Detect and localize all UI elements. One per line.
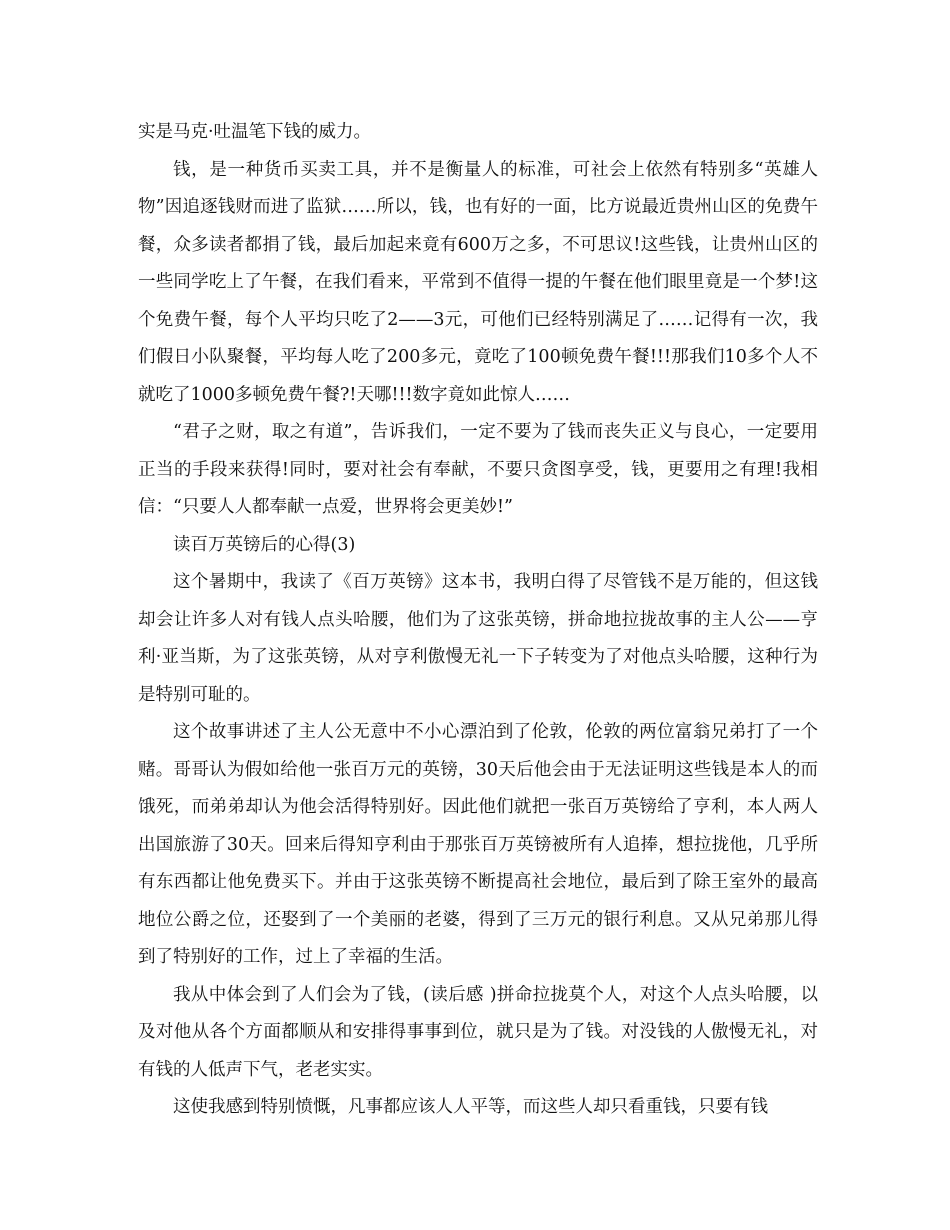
- section-heading: 读百万英镑后的心得(3): [173, 534, 356, 555]
- paragraph-summer-reading: 这个暑期中，我读了《百万英镑》这本书，我明白得了尽管钱不是万能的，但这钱却会让许多人对有钱人点头哈腰，他们为了这张英镑，拼命地拉拢故事的主人公——亨利·亚当斯，为了这张英镑，从对亨利傲慢无礼一下子转变为了对他点头哈腰，这种行为是特别可耻的。: [138, 572, 818, 705]
- paragraph-indignation: 这使我感到特别愤慨，凡事都应该人人平等，而这些人却只看重钱，只要有钱: [173, 1097, 768, 1117]
- paragraph-money-tool: 钱，是一种货币买卖工具，并不是衡量人的标准，可社会上依然有特别多“英雄人物”因追逐钱财而进了监狱……所以，钱，也有好的一面，比方说最近贵州山区的免费午餐，众多读者都捐了钱，最后加起来竟有600万之多，不可思议!这些钱，让贵州山区的一些同学吃上了午餐，在我们看来，平常到不值得一提的午餐在他们眼里竟是一个梦!这个免费午餐，每个人平均只吃了2——3元，可他们已经特别满足了……记得有一次，我们假日小队聚餐，平均每人吃了200多元，竟吃了100顿免费午餐!!!那我们10多个人不就吃了1000多顿免费午餐?!天哪!!!数字竟如此惊人……: [138, 159, 818, 405]
- paragraph-gentleman-wealth: “君子之财，取之有道”，告诉我们，一定不要为了钱而丧失正义与良心，一定要用正当的手段来获得!同时，要对社会有奉献，不要只贪图享受，钱，更要用之有理!我相信：“只要人人都奉献一点爱，世界将会更美妙!”: [138, 422, 818, 517]
- paragraph-reflection: 我从中体会到了人们会为了钱，(读后感 )拼命拉拢莫个人，对这个人点头哈腰，以及对他从各个方面都顺从和安排得事事到位，就只是为了钱。对没钱的人傲慢无礼，对有钱的人低声下气，老老实实。: [138, 984, 818, 1080]
- paragraph-continuation: 实是马克·吐温笔下钱的威力。: [138, 122, 372, 142]
- paragraph-story-summary: 这个故事讲述了主人公无意中不小心漂泊到了伦敦，伦敦的两位富翁兄弟打了一个赌。哥哥认为假如给他一张百万元的英镑，30天后他会由于无法证明这些钱是本人的而饿死，而弟弟却认为他会活得特别好。因此他们就把一张百万英镑给了亨利，本人两人出国旅游了30天。回来后得知亨利由于那张百万英镑被所有人追捧，想拉拢他，几乎所有东西都让他免费买下。并由于这张英镑不断提高社会地位，最后到了除王室外的最高地位公爵之位，还娶到了一个美丽的老婆，得到了三万元的银行利息。又从兄弟那儿得到了特别好的工作，过上了幸福的生活。: [138, 722, 818, 967]
